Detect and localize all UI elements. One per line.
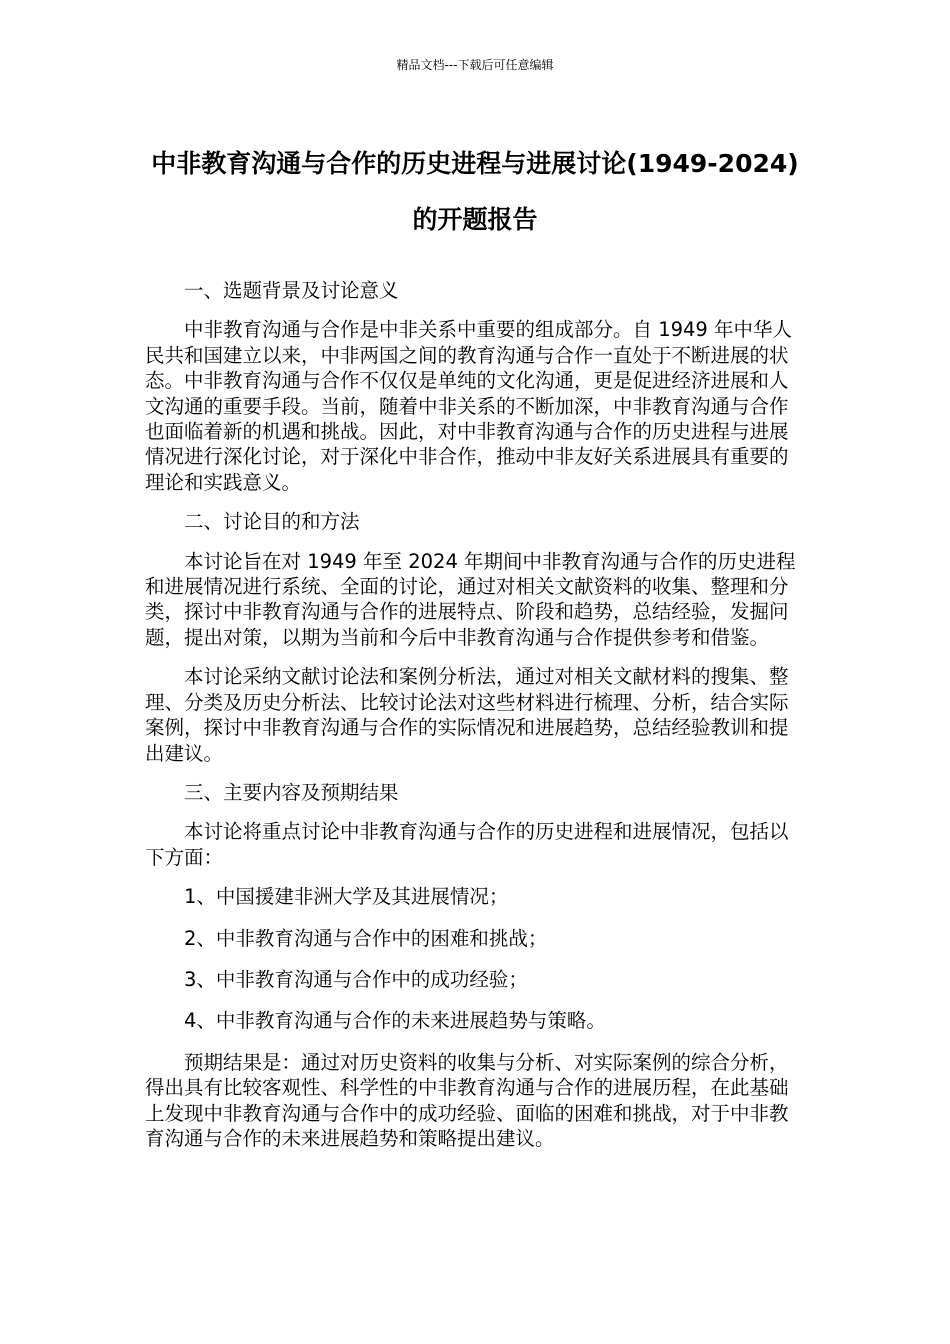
paragraph-background: 中非教育沟通与合作是中非关系中重要的组成部分。自 1949 年中华人民共和国建立以来，中非两国之间的教育沟通与合作一直处于不断进展的状态。中非教育沟通与合作不仅仅是单纯的文化沟通，更是促进经济进展和人文沟通的重要手段。当前，随着中非关系的不断加深，中非教育沟通与合作也面临着新的机遇和挑战。因此，对中非教育沟通与合作的历史进程与进展情况进行深化讨论，对于深化中非合作，推动中非友好关系进展具有重要的理论和实践意义。 [145,318,793,494]
list-item: 3、中非教育沟通与合作中的成功经验； [184,967,528,991]
page-header-note: 精品文档---下载后可任意编辑 [396,58,554,72]
document-title: 中非教育沟通与合作的历史进程与进展讨论(1949-2024)的开题报告 [151,149,799,234]
paragraph-purpose: 本讨论旨在对 1949 年至 2024 年期间中非教育沟通与合作的历史进程和进展情况进行系统、全面的讨论，通过对相关文献资料的收集、整理和分类，探讨中非教育沟通与合作的进展特点、阶段和趋势，总结经验，发掘问题，提出对策，以期为当前和今后中非教育沟通与合作提供参考和借鉴。 [145,549,796,649]
paragraph-method: 本讨论采纳文献讨论法和案例分析法，通过对相关文献材料的搜集、整理、分类及历史分析法、比较讨论法对这些材料进行梳理、分析，结合实际案例，探讨中非教育沟通与合作的实际情况和进展趋势，总结经验教训和提出建议。 [145,665,789,765]
list-item: 4、中非教育沟通与合作的未来进展趋势与策略。 [184,1009,606,1033]
section-heading-content-results: 三、主要内容及预期结果 [184,780,399,804]
list-item: 1、中国援建非洲大学及其进展情况； [184,885,509,909]
paragraph-content-intro: 本讨论将重点讨论中非教育沟通与合作的历史进程和进展情况，包括以下方面： [145,820,789,869]
paragraph-expected-results: 预期结果是：通过对历史资料的收集与分析、对实际案例的综合分析，得出具有比较客观性、科学性的中非教育沟通与合作的进展历程，在此基础上发现中非教育沟通与合作中的成功经验、面临的困难和挑战，对于中非教育沟通与合作的未来进展趋势和策略提出建议。 [145,1050,789,1150]
document-body [145,278,805,1165]
section-heading-purpose-method: 二、讨论目的和方法 [184,510,360,534]
section-heading-background: 一、选题背景及讨论意义 [184,279,399,302]
list-item: 2、中非教育沟通与合作中的困难和挑战； [184,926,548,950]
